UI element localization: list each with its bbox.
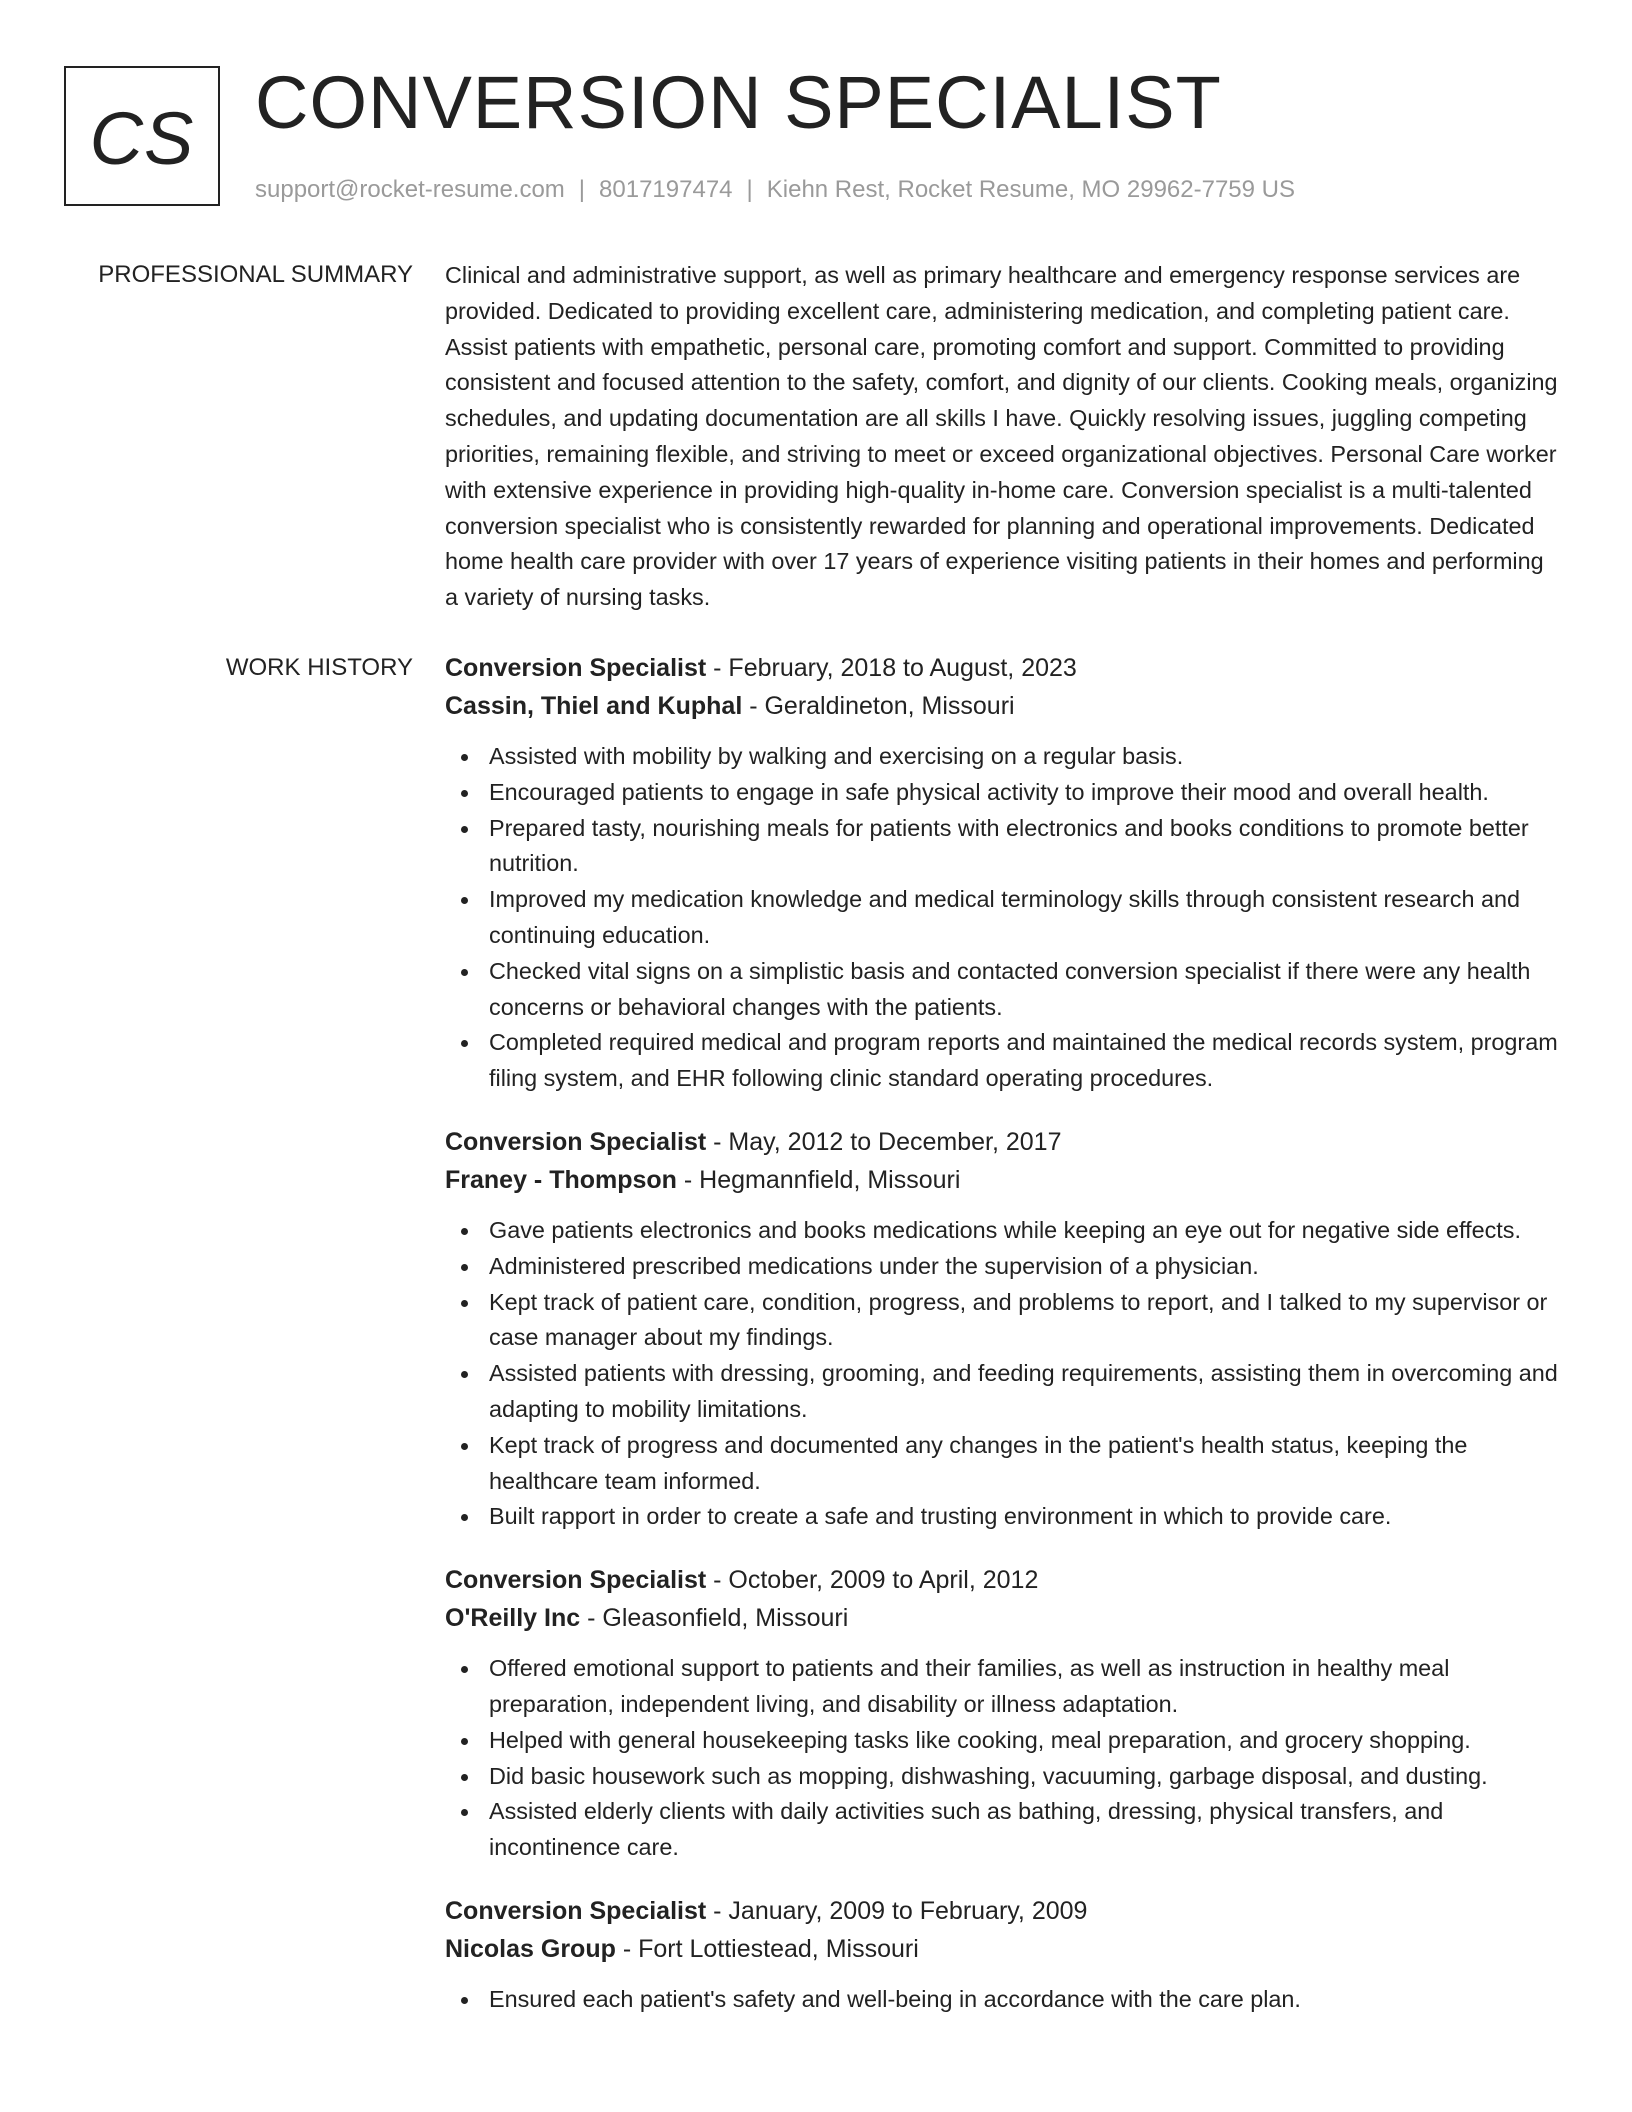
summary-text: Clinical and administrative support, as well as primary healthcare and emergency response services are provided. Dedicated to providing excellent care, administering medication, and completing patient care. Assist patients with empathetic, personal care, promoting comfort and support. Committed to providing consistent and focused attention to the safety, comfort, and dignity of our clients. Cooking meals, organizing schedules, and updating documentation are all skills I have. Quickly resolving issues, juggling competing priorities, remaining flexible, and striving to meet or exceed organizational objectives. Personal Care worker with extensive experience in providing high-quality in-home care. Conversion specialist is a multi-talented conversion specialist who is consistently rewarded for planning and operational improvements. Dedicated home health care provider with over 17 years of experience visiting patients in their homes and performing a variety of nursing tasks. bbox=[445, 262, 1558, 611]
job-dates: - October, 2009 to April, 2012 bbox=[706, 1566, 1039, 1595]
job-bullet: Ensured each patient's safety and well-being in accordance with the care plan. bbox=[445, 1982, 1563, 2018]
job-bullet: Checked vital signs on a simplistic basis and contacted conversion specialist if there were any health concerns or behavioral changes with the patients. bbox=[445, 954, 1563, 1026]
resume-title: CONVERSION SPECIALIST bbox=[255, 61, 1222, 144]
job-bullet: Assisted elderly clients with daily activities such as bathing, dressing, physical transfers, and incontinence care. bbox=[445, 1794, 1563, 1866]
job-bullet: Completed required medical and program reports and maintained the medical records system, program filing system, and EHR following clinic standard operating procedures. bbox=[445, 1025, 1563, 1097]
contact-phone[interactable]: 8017197474 bbox=[599, 176, 733, 203]
job-title: Conversion Specialist bbox=[445, 1896, 707, 1925]
job-bullet: Helped with general housekeeping tasks like cooking, meal preparation, and grocery shopping. bbox=[445, 1723, 1563, 1759]
job-bullets bbox=[445, 1213, 1563, 1535]
summary-section bbox=[445, 258, 1563, 616]
job-entry bbox=[445, 1123, 1563, 1535]
job-entry bbox=[445, 1892, 1563, 2018]
monogram-initials: CS bbox=[89, 97, 195, 180]
job-location: - Geraldineton, Missouri bbox=[742, 692, 1015, 720]
job-company-line bbox=[445, 1599, 1563, 1637]
job-company: Cassin, Thiel and Kuphal bbox=[445, 692, 743, 720]
job-company: Franey - Thompson bbox=[445, 1165, 677, 1194]
job-bullet: Encouraged patients to engage in safe physical activity to improve their mood and overall health. bbox=[445, 775, 1563, 811]
section-label-summary: PROFESSIONAL SUMMARY bbox=[98, 261, 413, 288]
job-dates: - May, 2012 to December, 2017 bbox=[706, 1127, 1062, 1156]
job-title-line bbox=[445, 1892, 1563, 1930]
job-bullet: Kept track of patient care, condition, progress, and problems to report, and I talked to my supervisor or case manager about my findings. bbox=[445, 1285, 1563, 1357]
job-location: - Hegmannfield, Missouri bbox=[676, 1165, 961, 1194]
job-company-line bbox=[445, 1161, 1563, 1199]
contact-email[interactable]: support@rocket-resume.com bbox=[255, 176, 565, 203]
contact-line bbox=[255, 174, 1295, 206]
job-bullet: Improved my medication knowledge and medical terminology skills through consistent research and continuing education. bbox=[445, 882, 1563, 954]
job-company: Nicolas Group bbox=[445, 1934, 616, 1963]
job-location: - Gleasonfield, Missouri bbox=[580, 1604, 849, 1633]
job-company-line bbox=[445, 1930, 1563, 1968]
job-bullet: Did basic housework such as mopping, dishwashing, vacuuming, garbage disposal, and dusting. bbox=[445, 1759, 1563, 1795]
monogram-box bbox=[64, 66, 220, 206]
contact-separator: | bbox=[746, 176, 753, 203]
contact-address: Kiehn Rest, Rocket Resume, MO 29962-7759 US bbox=[766, 176, 1296, 203]
job-title-line bbox=[445, 649, 1563, 687]
job-location: - Fort Lottiestead, Missouri bbox=[615, 1934, 919, 1963]
job-bullets bbox=[445, 1982, 1563, 2018]
contact-separator: | bbox=[578, 176, 586, 203]
job-company: O'Reilly Inc bbox=[445, 1604, 581, 1633]
job-entry bbox=[445, 1561, 1563, 1866]
job-title-line bbox=[445, 1561, 1563, 1599]
work-history-section bbox=[445, 649, 1563, 2044]
job-bullet: Prepared tasty, nourishing meals for patients with electronics and books conditions to promote better nutrition. bbox=[445, 811, 1563, 883]
job-bullet: Assisted with mobility by walking and exercising on a regular basis. bbox=[445, 739, 1563, 775]
job-bullets bbox=[445, 1651, 1563, 1866]
job-title-line bbox=[445, 1123, 1563, 1161]
job-entry bbox=[445, 649, 1563, 1097]
job-title: Conversion Specialist bbox=[445, 1566, 707, 1595]
section-label-work-history: WORK HISTORY bbox=[225, 654, 413, 681]
job-bullet: Built rapport in order to create a safe and trusting environment in which to provide care. bbox=[445, 1499, 1563, 1535]
job-bullet: Offered emotional support to patients and their families, as well as instruction in healthy meal preparation, independent living, and disability or illness adaptation. bbox=[445, 1651, 1563, 1723]
job-dates: - February, 2018 to August, 2023 bbox=[706, 654, 1077, 682]
job-bullet: Kept track of progress and documented any changes in the patient's health status, keeping the healthcare team informed. bbox=[445, 1428, 1563, 1500]
job-bullet: Administered prescribed medications under the supervision of a physician. bbox=[445, 1249, 1563, 1285]
job-company-line bbox=[445, 687, 1563, 725]
job-title: Conversion Specialist bbox=[445, 1127, 707, 1156]
job-bullet: Gave patients electronics and books medications while keeping an eye out for negative side effects. bbox=[445, 1213, 1563, 1249]
job-title: Conversion Specialist bbox=[445, 654, 707, 682]
job-dates: - January, 2009 to February, 2009 bbox=[706, 1896, 1088, 1925]
job-bullet: Assisted patients with dressing, grooming, and feeding requirements, assisting them in overcoming and adapting to mobility limitations. bbox=[445, 1356, 1563, 1428]
job-bullets bbox=[445, 739, 1563, 1097]
